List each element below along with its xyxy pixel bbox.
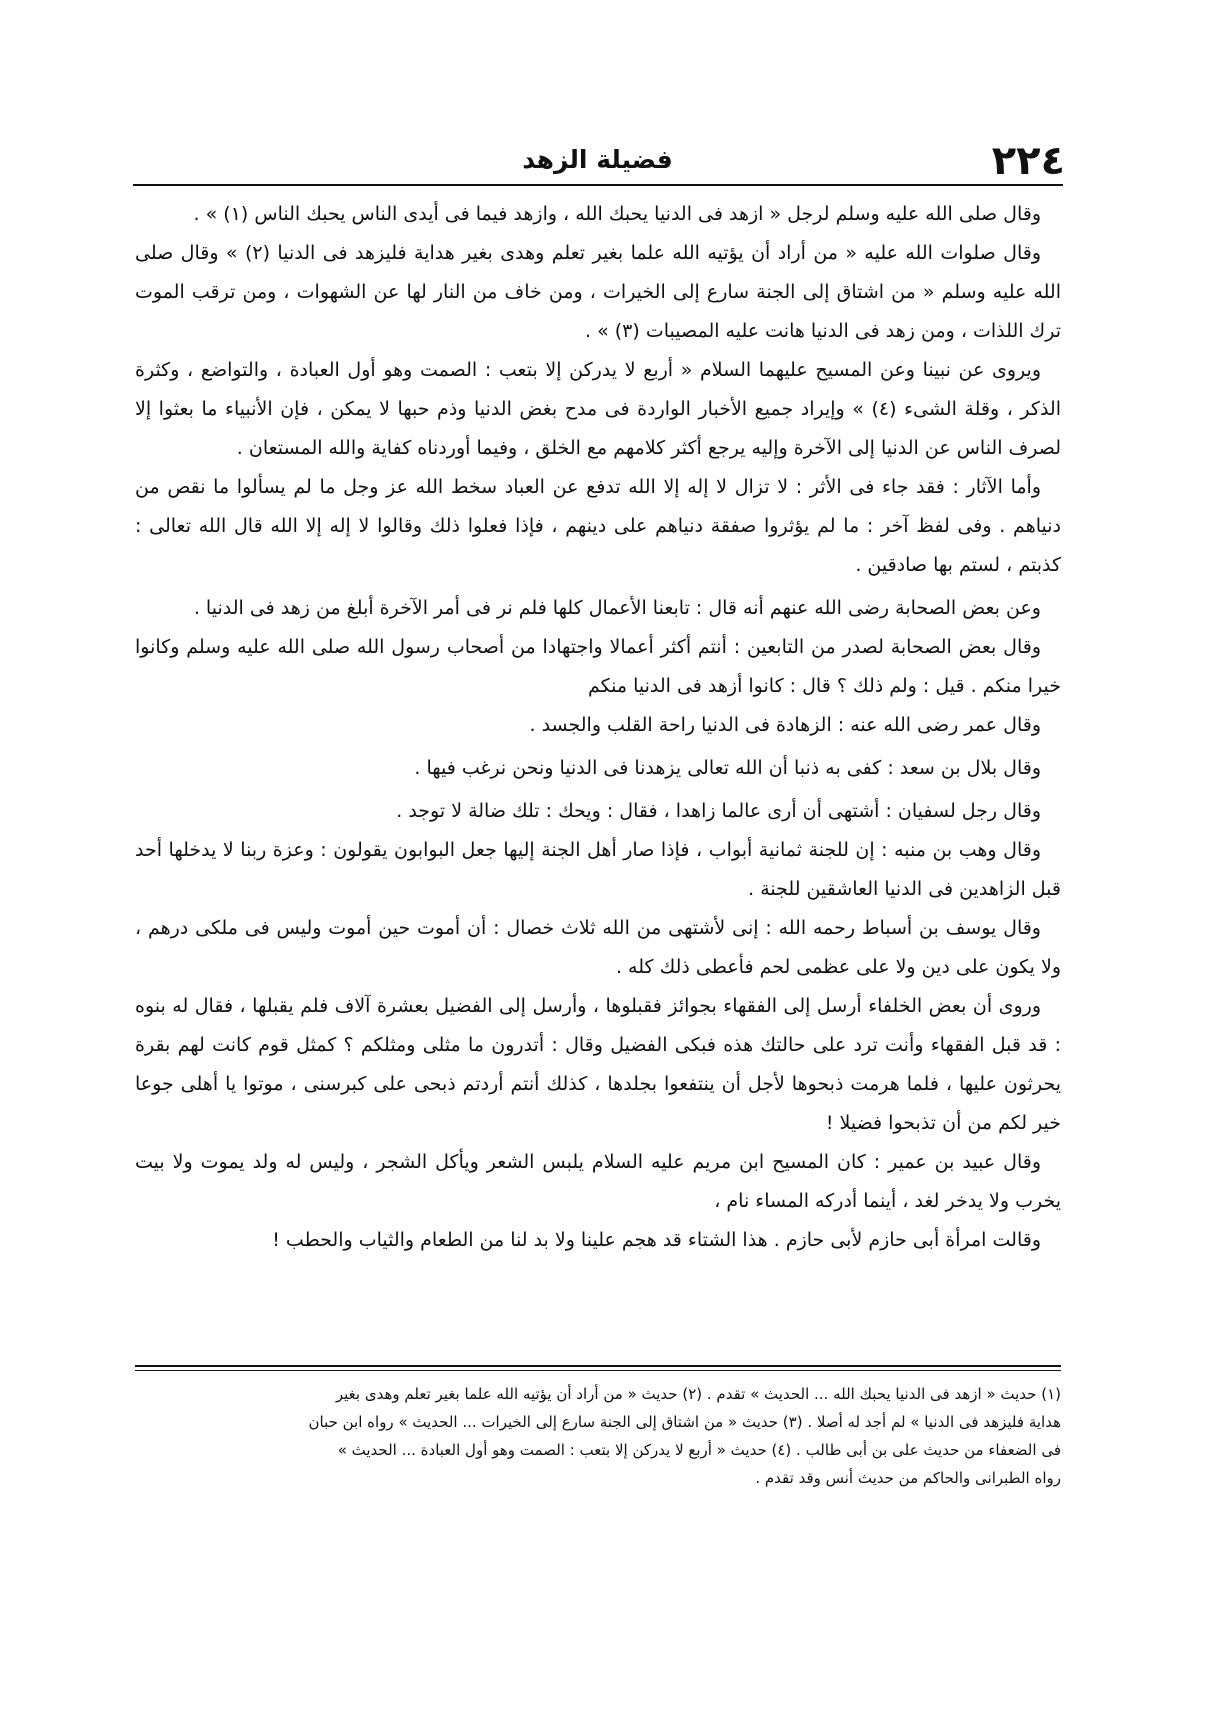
running-title: فضيلة الزهد — [522, 145, 673, 174]
paragraph: وروى أن بعض الخلفاء أرسل إلى الفقهاء بجوائز فقبلوها ، وأرسل إلى الفضيل بعشرة آلاف فلم يقبلها ، فقال له بنوه : قد قبل الفقهاء وأنت ترد على حالتك هذه فبكى الفضيل وقال : أتدرون ما مثلى ومثلكم ؟ كمثل قوم كانت لهم بقرة يحرثون عليها ، فلما هرمت ذبحوها لأجل أن ينتفعوا بجلدها ، كذلك أنتم أردتم ذبحى على كبرسنى ، موتوا يا أهلى جوعا خير لكم من أن تذبحوا فضيلا ! — [135, 995, 1061, 1134]
paragraph: وقال صلى الله عليه وسلم لرجل « ازهد فى الدنيا يحبك الله ، وازهد فيما فى أيدى الناس يحبك الناس (١) » . — [193, 203, 1041, 225]
footnote-line: (١) حديث « ازهد فى الدنيا يحبك الله ... الحديث » تقدم . (٢) حديث « من أراد أن يؤتيه الله علما بغير تعلم وهدى بغير — [335, 1385, 1061, 1403]
paragraph: وقال وهب بن منبه : إن للجنة ثمانية أبواب ، فإذا صار أهل الجنة إليها جعل البوابون يقولون : وعزة ربنا لا يدخلها أحد قبل الزاهدين فى الدنيا العاشقين للجنة . — [135, 839, 1061, 900]
main-text — [135, 195, 1061, 1260]
footnotes — [135, 1380, 1061, 1492]
footnote-rule — [135, 1365, 1061, 1367]
footnote-line: رواه الطبرانى والحاكم من حديث أنس وقد تقدم . — [755, 1469, 1061, 1487]
paragraph: وقال صلوات الله عليه « من أراد أن يؤتيه الله علما بغير تعلم وهدى بغير هداية فليزهد فى الدنيا (٢) » وقال صلى الله عليه وسلم « من اشتاق إلى الجنة سارع إلى الخيرات ، ومن خاف من النار لها عن الشهوات ، ومن ترقب الموت ترك اللذات ، ومن زهد فى الدنيا هانت عليه المصيبات (٣) » . — [135, 242, 1061, 342]
paragraph: ويروى عن نبينا وعن المسيح عليهما السلام « أربع لا يدركن إلا بتعب : الصمت وهو أول العبادة ، والتواضع ، وكثرة الذكر ، وقلة الشىء (٤) » وإيراد جميع الأخبار الواردة فى مدح بغض الدنيا وذم حبها لا يمكن ، فإن الأنبياء ما بعثوا إلا لصرف الناس عن الدنيا إلى الآخرة وإليه يرجع أكثر كلامهم مع الخلق ، وفيما أوردناه كفاية والله المستعان . — [135, 359, 1061, 459]
paragraph: وقال يوسف بن أسباط رحمه الله : إنى لأشتهى من الله ثلاث خصال : أن أموت حين أموت وليس فى ملكى درهم ، ولا يكون على دين ولا على عظمى لحم فأعطى ذلك كله . — [135, 917, 1061, 978]
paragraph: وقال عبيد بن عمير : كان المسيح ابن مريم عليه السلام يلبس الشعر ويأكل الشجر ، وليس له ولد يموت ولا بيت يخرب ولا يدخر لغد ، أينما أدركه المساء نام ، — [135, 1151, 1061, 1212]
page-header — [130, 140, 1065, 182]
footnote-line: فى الضعفاء من حديث على بن أبى طالب . (٤) حديث « أربع لا يدركن إلا بتعب : الصمت وهو أول العبادة ... الحديث » — [337, 1441, 1061, 1459]
paragraph: وأما الآثار : فقد جاء فى الأثر : لا تزال لا إله إلا الله تدفع عن العباد سخط الله عز وجل ما لم يسألوا ما نقص من دنياهم . وفى لفظ آخر : ما لم يؤثروا صفقة دنياهم على دينهم ، فإذا فعلوا ذلك وقالوا لا إله إلا الله قال الله تعالى : كذبتم ، لستم بها صادقين . — [135, 476, 1061, 576]
paragraph: وقال عمر رضى الله عنه : الزهادة فى الدنيا راحة القلب والجسد . — [529, 714, 1041, 736]
paragraph: وقال بلال بن سعد : كفى به ذنبا أن الله تعالى يزهدنا فى الدنيا ونحن نرغب فيها . — [414, 757, 1041, 779]
paragraph: وقال بعض الصحابة لصدر من التابعين : أنتم أكثر أعمالا واجتهادا من أصحاب رسول الله صلى الله عليه وسلم وكانوا خيرا منكم . قيل : ولم ذلك ؟ قال : كانوا أزهد فى الدنيا منكم — [135, 636, 1061, 697]
page-number: ٢٢٤ — [991, 138, 1065, 184]
footnote-rule-thin — [135, 1370, 1061, 1371]
paragraph: وقال رجل لسفيان : أشتهى أن أرى عالما زاهدا ، فقال : ويحك : تلك ضالة لا توجد . — [396, 800, 1041, 822]
paragraph: وعن بعض الصحابة رضى الله عنهم أنه قال : تابعنا الأعمال كلها فلم نر فى أمر الآخرة أبلغ من زهد فى الدنيا . — [193, 597, 1041, 619]
paragraph: وقالت امرأة أبى حازم لأبى حازم . هذا الشتاء قد هجم علينا ولا بد لنا من الطعام والثياب والحطب ! — [272, 1229, 1041, 1251]
header-rule — [133, 184, 1063, 186]
footnote-line: هداية فليزهد فى الدنيا » لم أجد له أصلا . (٣) حديث « من اشتاق إلى الجنة سارع إلى الخيرات ... الحديث » رواه ابن حبان — [308, 1413, 1061, 1431]
